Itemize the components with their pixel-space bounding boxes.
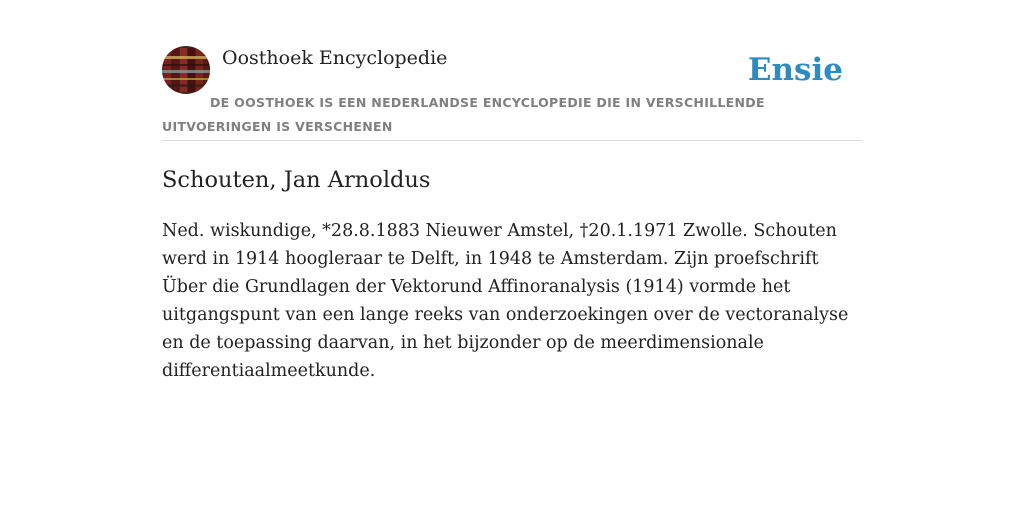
source-description: DE OOSTHOEK IS EEN NEDERLANDSE ENCYCLOPEDIE DIE IN VERSCHILLENDE UITVOERINGEN IS VERSCHENEN: [162, 95, 765, 134]
article-body: Ned. wiskundige, *28.8.1883 Nieuwer Amstel, †20.1.1971 Zwolle. Schouten werd in 1914 hoogleraar te Delft, in 1948 te Amsterdam. Zijn proefschrift Über die Grundlagen der Vektorund Affinoranalysis (1914) vormde het uitgangspunt van een lange reeks van onderzoekingen over de vectoranalyse en de toepassing daarvan, in het bijzonder op de meerdimensionale differentiaalmeetkunde.: [162, 221, 849, 381]
source-name[interactable]: Oosthoek Encyclopedie: [222, 47, 448, 69]
page-content: [162, 46, 862, 385]
ensie-logo-link[interactable]: Ensie: [747, 52, 843, 88]
source-header: [162, 46, 862, 141]
source-avatar[interactable]: [162, 46, 210, 94]
book-spines-icon: [162, 46, 210, 94]
article-title: Schouten, Jan Arnoldus: [162, 167, 431, 193]
